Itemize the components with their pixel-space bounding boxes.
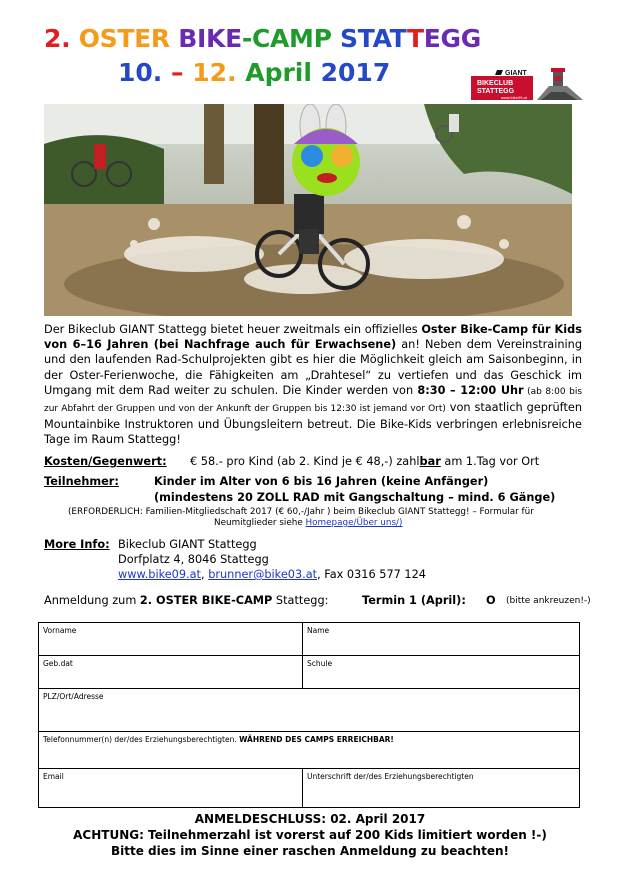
kosten-bar: bar: [419, 455, 441, 468]
moreinfo-row: [44, 538, 110, 551]
deadline-text: ANMELDESCHLUSS: 02. April 2017: [194, 812, 426, 826]
moreinfo-address: Dorfplatz 4, 8046 Stattegg: [118, 553, 269, 566]
moreinfo-label: More Info:: [44, 538, 110, 551]
name-label: Name: [307, 626, 330, 635]
date-seg: 12.: [192, 58, 246, 87]
anmeldung-text: Stattegg:: [272, 594, 329, 607]
address-label: PLZ/Ort/Adresse: [43, 692, 104, 701]
teilnehmer-note-2: [214, 518, 402, 528]
gebdat-label: Geb.dat: [43, 659, 73, 668]
teilnehmer-row: [44, 475, 119, 488]
teilnehmer-label: Teilnehmer:: [44, 475, 119, 488]
tower-icon: [537, 68, 583, 100]
intro-text: an! Neben dem Vereinstraining und den laufenden Rad-Schulprojekten gibt es hier die Möglichkeit gleich am Saisonbeginn, in der Oster-Ferienwoche, die Fähigkeiten am „Drahtesel“ zu vertiefen und das Geschick im Umgang mit dem Rad weiter zu schulen. Die Kinder werden von: [44, 338, 582, 397]
phone-label: Telefonnummer(n) der/des Erziehungsberechtigten.: [43, 735, 240, 744]
note-text: Neumitglieder siehe: [214, 518, 306, 528]
schule-label: Schule: [307, 659, 333, 668]
title-seg: OSTER: [78, 24, 179, 53]
title-seg: BIKE: [178, 24, 242, 53]
limit-warning: ACHTUNG: Teilnehmerzahl ist vorerst auf 200 Kids limitiert worden !-): [73, 828, 547, 842]
homepage-link[interactable]: Homepage/Über uns/): [305, 518, 403, 528]
title-seg: T: [407, 24, 424, 53]
kosten-rest: am 1.Tag vor Ort: [440, 455, 540, 468]
moreinfo-club: Bikeclub GIANT Stattegg: [118, 538, 257, 551]
date-seg: 10.: [118, 58, 171, 87]
bikeclub-logo: [471, 66, 589, 102]
camp-time: 8:30 – 12:00 Uhr: [417, 383, 524, 397]
website-link[interactable]: www.bike09.at: [118, 568, 201, 581]
reminder-text: Bitte dies im Sinne einer raschen Anmeldung zu beachten!: [111, 844, 509, 858]
name-field[interactable]: [303, 623, 580, 656]
teilnehmer-note-1: (ERFORDERLICH: Familien-Mitgliedschaft 2017 (€ 60,-/Jahr ) beim Bikeclub GIANT Stattegg! – Formular für: [68, 507, 534, 517]
fax-text: , Fax 0316 577 124: [317, 568, 426, 581]
svg-text:www.bike09.at: www.bike09.at: [501, 95, 527, 100]
title-seg: -: [241, 24, 252, 53]
kosten-row: [44, 455, 167, 468]
kosten-text: € 58.- pro Kind (ab 2. Kind je € 48,-) zahl: [190, 455, 420, 468]
signature-field[interactable]: [303, 769, 580, 808]
date-seg: 2017: [320, 58, 391, 87]
email-link[interactable]: brunner@bike03.at: [208, 568, 318, 581]
teilnehmer-line-1: Kinder im Alter von 6 bis 16 Jahren (keine Anfänger): [154, 475, 489, 488]
kosten-value: [190, 455, 539, 468]
bike-camp-photo: [44, 104, 572, 316]
phone-note: WÄHREND DES CAMPS ERREICHBAR!: [239, 735, 394, 744]
anmeldung-text: Anmeldung zum: [44, 594, 140, 607]
termin-label: Termin 1 (April):: [362, 594, 466, 607]
email-field[interactable]: [39, 769, 303, 808]
vorname-field[interactable]: [39, 623, 303, 656]
svg-text:STATTEGG: STATTEGG: [477, 88, 515, 95]
termin-hint: (bitte ankreuzen!-): [506, 596, 591, 606]
title-seg: STAT: [340, 24, 407, 53]
title-seg: CAMP: [251, 24, 341, 53]
vorname-label: Vorname: [43, 626, 77, 635]
gebdat-field[interactable]: [39, 656, 303, 689]
date-seg: April: [245, 58, 321, 87]
email-label: Email: [43, 772, 64, 781]
registration-form: [38, 622, 580, 808]
phone-field[interactable]: [39, 732, 580, 769]
svg-text:BIKECLUB: BIKECLUB: [477, 80, 514, 87]
intro-text: von staatlich geprüften Mountainbike Instruktoren und Übungsleitern betreut. Die Bike-Kids verbringen erlebnisreiche Tage im Raum Stattegg!: [44, 401, 582, 447]
svg-text:GIANT: GIANT: [505, 70, 527, 77]
intro-text: Der Bikeclub GIANT Stattegg bietet heuer zweitmals ein offizielles: [44, 323, 422, 336]
title-line-2: [118, 58, 390, 87]
title-seg: EGG: [423, 24, 481, 53]
title-line-1: [44, 24, 481, 53]
moreinfo-contact: [118, 568, 426, 581]
termin-checkbox[interactable]: O: [486, 594, 496, 607]
kosten-label: Kosten/Gegenwert:: [44, 455, 167, 468]
time-note: (ab 8:00 bis zur Abfahrt der Gruppen und von der Ankunft der Gruppen bis 12:30 ist jemand vor Ort): [44, 386, 583, 415]
title-seg: 2.: [44, 24, 79, 53]
address-field[interactable]: [39, 689, 580, 732]
intro-highlight: Oster Bike-Camp für Kids von 6–16 Jahren (bei Nachfrage auch für Erwachsene): [44, 323, 582, 352]
camp-name: 2. OSTER BIKE-CAMP: [139, 594, 273, 607]
anmeldung-line: [44, 594, 328, 607]
date-seg: –: [171, 58, 193, 87]
sep: ,: [201, 568, 209, 581]
teilnehmer-line-2: (mindestens 20 ZOLL RAD mit Gangschaltung – mind. 6 Gänge): [154, 491, 556, 504]
intro-paragraph: [44, 322, 582, 448]
schule-field[interactable]: [303, 656, 580, 689]
signature-label: Unterschrift der/des Erziehungsberechtigten: [307, 772, 474, 781]
